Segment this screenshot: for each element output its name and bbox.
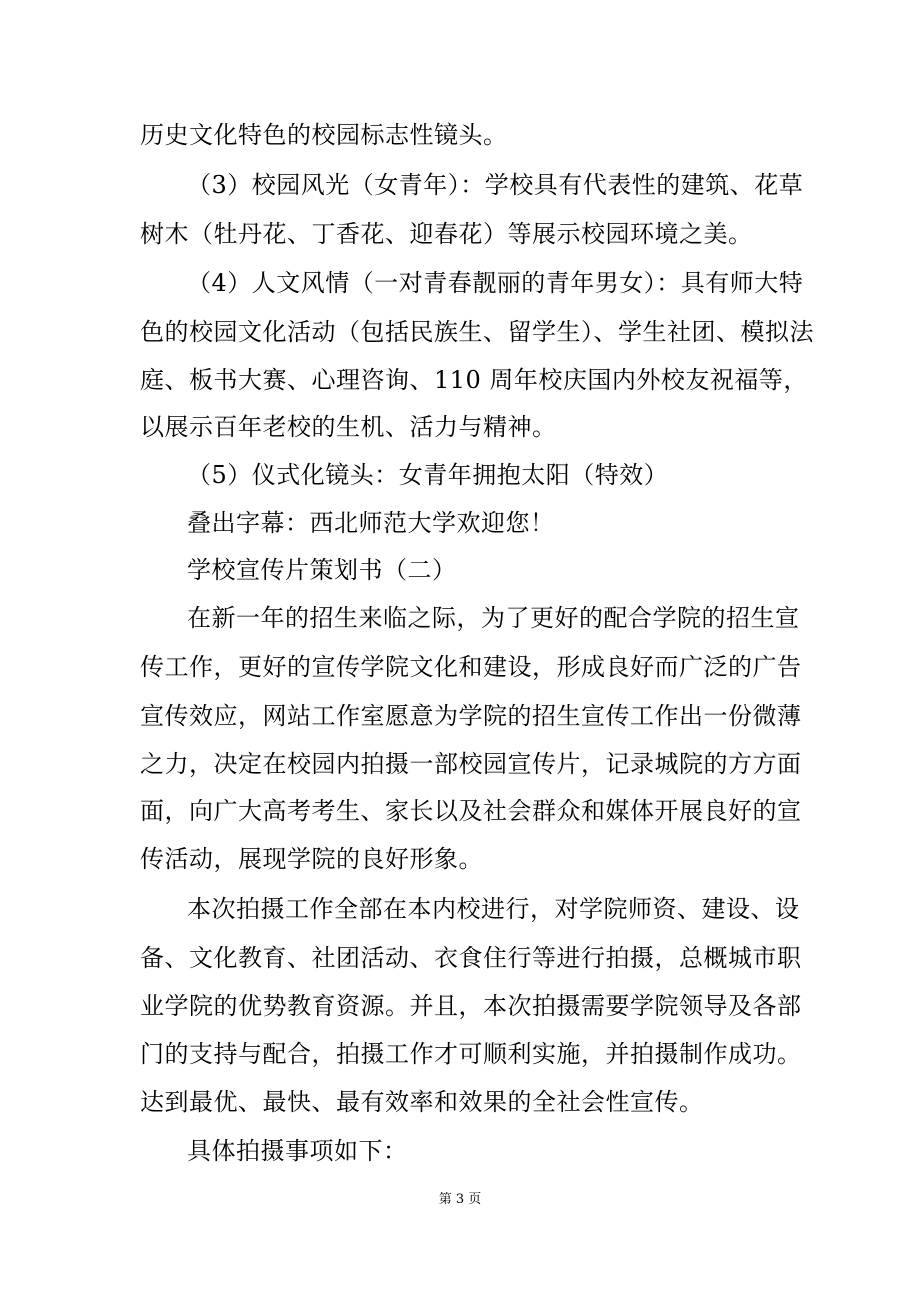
text-line-11: 在新一年的招生来临之际，为了更好的配合学院的招生宣 bbox=[187, 604, 800, 632]
text-line-14: 之力，决定在校园内拍摄一部校园宣传片，记录城院的方方面 bbox=[140, 750, 802, 778]
text-line-21: 达到最优、最快、最有效率和效果的全社会性宣传。 bbox=[140, 1088, 704, 1116]
text-line-4: （4）人文风情（一对青春靓丽的青年男女）：具有师大特 bbox=[187, 269, 804, 297]
text-line-10: 学校宣传片策划书（二） bbox=[187, 556, 457, 584]
text-line-19: 业学院的优势教育资源。并且，本次拍摄需要学院领导及各部 bbox=[140, 992, 802, 1020]
text-line-9: 叠出字幕：西北师范大学欢迎您！ bbox=[187, 509, 555, 537]
text-line-8: （5）仪式化镜头：女青年拥抱太阳（特效） bbox=[187, 461, 669, 489]
text-line-17: 本次拍摄工作全部在本内校进行，对学院师资、建设、设 bbox=[187, 895, 800, 923]
text-line-20: 门的支持与配合，拍摄工作才可顺利实施，并拍摄制作成功。 bbox=[140, 1040, 802, 1068]
page-number-footer: 第 3 页 bbox=[438, 1192, 482, 1207]
text-line-6: 庭、板书大赛、心理咨询、110 周年校庆国内外校友祝福等， bbox=[140, 366, 808, 394]
text-line-1: 历史文化特色的校园标志性镜头。 bbox=[140, 121, 508, 149]
text-line-12: 传工作，更好的宣传学院文化和建设，形成良好而广泛的广告 bbox=[140, 653, 802, 681]
text-line-13: 宣传效应，网站工作室愿意为学院的招生宣传工作出一份微薄 bbox=[140, 702, 802, 730]
text-line-3: 树木（牡丹花、丁香花、迎春花）等展示校园环境之美。 bbox=[140, 220, 753, 248]
text-line-15: 面，向广大高考考生、家长以及社会群众和媒体开展良好的宣 bbox=[140, 797, 802, 825]
text-line-16: 传活动，展现学院的良好形象。 bbox=[140, 845, 483, 873]
text-line-7: 以展示百年老校的生机、活力与精神。 bbox=[140, 413, 557, 441]
text-line-2: （3）校园风光（女青年）：学校具有代表性的建筑、花草 bbox=[187, 171, 804, 199]
text-line-5: 色的校园文化活动（包括民族生、留学生）、学生社团、模拟法 bbox=[140, 318, 814, 346]
text-line-18: 备、文化教育、社团活动、衣食住行等进行拍摄，总概城市职 bbox=[140, 944, 802, 972]
text-line-22: 具体拍摄事项如下： bbox=[187, 1137, 408, 1165]
